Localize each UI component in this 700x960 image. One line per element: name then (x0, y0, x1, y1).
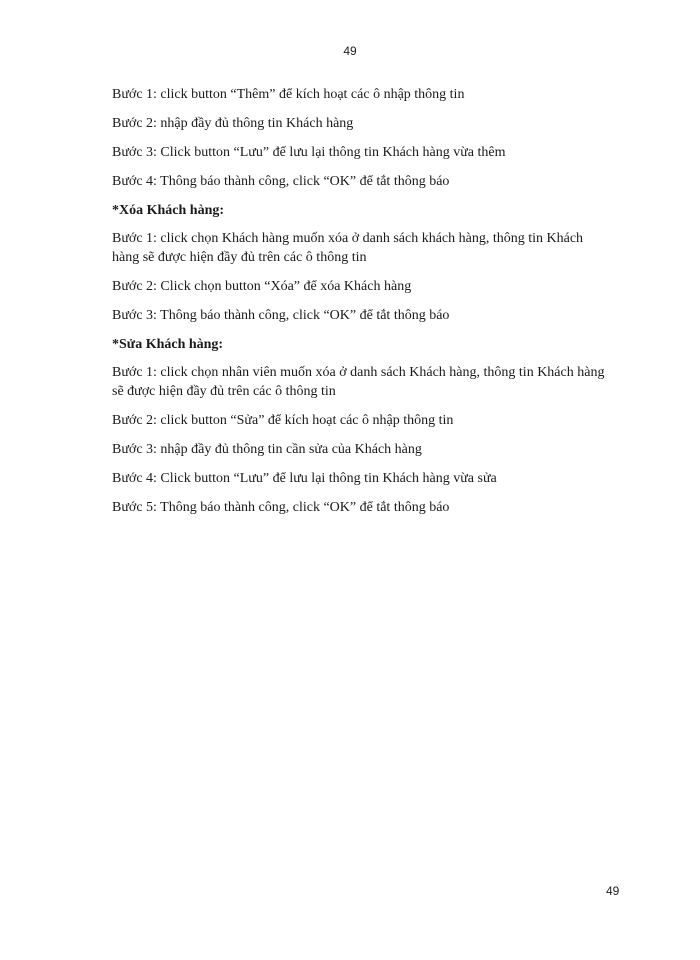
delete-section-heading: *Xóa Khách hàng: (112, 203, 225, 218)
document-body (112, 85, 612, 527)
edit-section-heading: *Sửa Khách hàng: (112, 337, 224, 352)
page-number-top: 49 (343, 44, 357, 58)
edit-step-3: Bước 3: nhập đầy đủ thông tin cần sửa của Khách hàng (112, 442, 422, 457)
edit-step-2: Bước 2: click button “Sửa” để kích hoạt các ô nhập thông tin (112, 413, 454, 428)
add-step-2: Bước 2: nhập đầy đủ thông tin Khách hàng (112, 116, 354, 131)
delete-step-1: Bước 1: click chọn Khách hàng muốn xóa ở danh sách khách hàng, thông tin Khách hàng sẽ được hiện đầy đủ trên các ô thông tin (112, 231, 584, 265)
delete-customer-section (112, 201, 612, 325)
delete-step-3: Bước 3: Thông báo thành công, click “OK” để tắt thông báo (112, 308, 450, 323)
edit-step-5: Bước 5: Thông báo thành công, click “OK” để tắt thông báo (112, 500, 450, 515)
add-step-3: Bước 3: Click button “Lưu” để lưu lại thông tin Khách hàng vừa thêm (112, 145, 506, 160)
add-step-1: Bước 1: click button “Thêm” để kích hoạt các ô nhập thông tin (112, 87, 465, 102)
add-step-4: Bước 4: Thông báo thành công, click “OK” để tắt thông báo (112, 174, 450, 189)
edit-step-1: Bước 1: click chọn nhân viên muốn xóa ở danh sách Khách hàng, thông tin Khách hàng sẽ được hiện đầy đủ trên các ô thông tin (112, 365, 605, 399)
add-customer-steps (112, 85, 612, 191)
edit-step-4: Bước 4: Click button “Lưu” để lưu lại thông tin Khách hàng vừa sửa (112, 471, 497, 486)
delete-step-2: Bước 2: Click chọn button “Xóa” để xóa Khách hàng (112, 279, 412, 294)
edit-customer-section (112, 335, 612, 517)
page-number-bottom: 49 (606, 884, 620, 898)
